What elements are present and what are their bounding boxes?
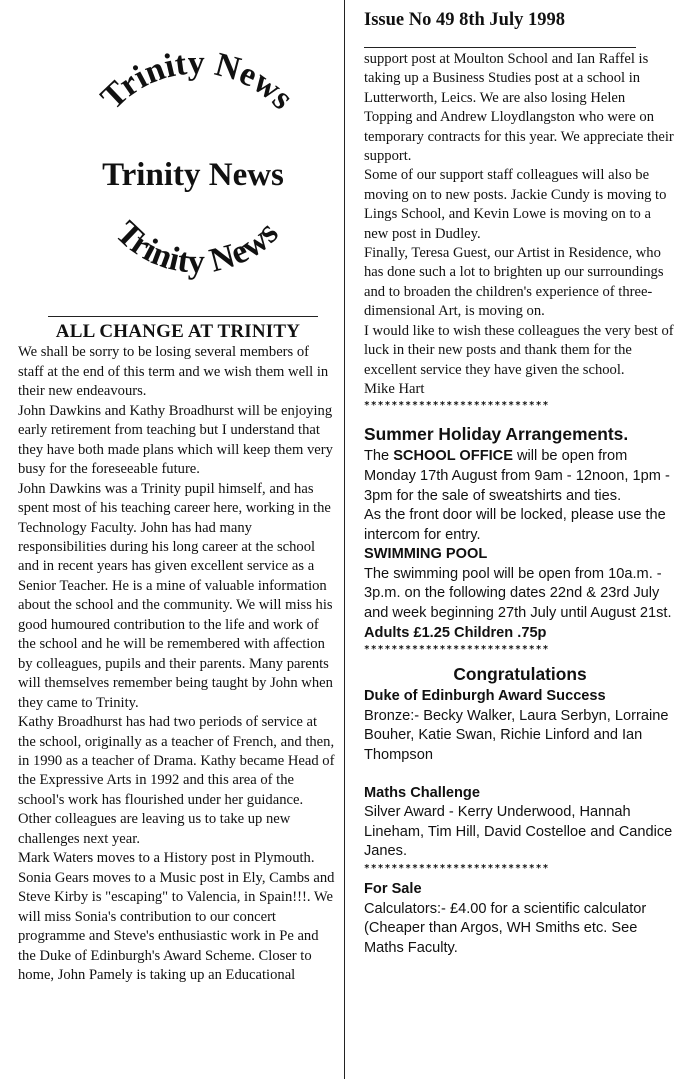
maths-text: Silver Award - Kerry Underwood, Hannah Lineham, Tim Hill, David Costelloe and Candice Janes. xyxy=(364,804,673,860)
star-divider: *************************** xyxy=(364,400,550,412)
article-paragraph: Some of our support staff colleagues will also be moving on to new posts. Jackie Cundy is moving to Lings School, and Kevin Lowe is moving on to a new post in Dudley. xyxy=(364,167,667,242)
sale-section xyxy=(364,880,676,958)
pool-text: The swimming pool will be open from 10a.m. - 3p.m. on the following dates 22nd & 23rd July and week beginning 27th July until August 21st. xyxy=(364,565,672,622)
article-paragraph: Kathy Broadhurst has had two periods of service at the school, originally as a teacher of French, and then, in 1990 as a teacher of Drama. Kathy became Head of the Expressive Arts in 1992 and this area of the school's work has flourished under her guidance. xyxy=(18,714,335,808)
issue-rule xyxy=(364,47,636,48)
star-divider: *************************** xyxy=(364,863,550,874)
pool-prices: Adults £1.25 Children .75p xyxy=(364,624,547,641)
doe-text: Bronze:- Becky Walker, Laura Serbyn, Lorraine Bouher, Katie Swan, Richie Linford and Ian Thompson xyxy=(364,707,669,764)
door-text: As the front door will be locked, please use the intercom for entry. xyxy=(364,507,666,543)
pool-title: SWIMMING POOL xyxy=(364,546,488,563)
maths-title: Maths Challenge xyxy=(364,784,480,801)
office-details: will be open from Monday 17th August from 9am - 12noon, 1pm - 3pm for the sale of sweatshirts and ties. xyxy=(364,448,670,504)
signature: Mike Hart xyxy=(364,380,425,397)
office-label: SCHOOL OFFICE xyxy=(393,448,513,465)
column-divider xyxy=(344,0,345,1079)
summer-section xyxy=(364,421,676,643)
article-paragraph: Mark Waters moves to a History post in Plymouth. Sonia Gears moves to a Music post in Ely, Cambs and Steve Kirby is "escaping" to Valencia, in Spain!!!. We will miss Sonia's contribution to our concert programme and Steve's enthusiastic work in Pe and the Duke of Edinburgh's Award Scheme. Closer to home, John Pamely is taking up an Educational xyxy=(18,850,335,983)
masthead-arc-bottom: Trinity News xyxy=(108,214,286,281)
masthead-arc-top: Trinity News xyxy=(93,44,301,117)
masthead-title: Trinity News xyxy=(102,157,284,193)
office-text xyxy=(364,447,676,506)
article-paragraph: Other colleagues are leaving us to take up new challenges next year. xyxy=(18,811,291,847)
right-column xyxy=(364,0,676,1079)
masthead-logo xyxy=(48,28,338,318)
article-paragraph: support post at Moulton School and Ian Raffel is taking up a Business Studies post at a school in Lutterworth, Leics. We are also losing Helen Topping and Andrew Lloydlangston who were on temporary contracts for this year. We appreciate their support. xyxy=(364,51,674,165)
congrats-title: Congratulations xyxy=(453,664,587,685)
right-body xyxy=(364,50,676,958)
summer-title: Summer Holiday Arrangements. xyxy=(364,424,629,445)
masthead-rule xyxy=(48,316,318,317)
star-divider: *************************** xyxy=(364,644,550,656)
sale-text: Calculators:- £4.00 for a scientific calculator (Cheaper than Argos, WH Smiths etc. See Maths Faculty. xyxy=(364,900,647,956)
masthead-svg xyxy=(48,28,338,318)
doe-title: Duke of Edinburgh Award Success xyxy=(364,688,606,705)
left-column xyxy=(18,0,338,1079)
office-pre: The xyxy=(364,448,394,465)
article-paragraph: John Dawkins was a Trinity pupil himself, and has spent most of his teaching career here, working in the Technology Faculty. John has had many responsibilities during his long career at the school and in recent years has given excellent service as a Senior Teacher. He is a mine of valuable information about the school and the community. We will miss his good humoured contribution to the life and work of the school and he will be remembered with affection by colleagues, pupils and their parents. Many parents will themselves remember being taught by John when they came to Trinity. xyxy=(18,480,333,711)
article-paragraph: Finally, Teresa Guest, our Artist in Residence, who has done such a lot to brighten up our surroundings and to broaden the children's experience of three-dimensional Art, is moving on. xyxy=(364,245,664,320)
article-paragraph: John Dawkins and Kathy Broadhurst will be enjoying early retirement from teaching but I understand that they have both made plans which will keep them very busy for the foreseeable future. xyxy=(18,402,333,478)
issue-line: Issue No 49 8th July 1998 xyxy=(364,10,565,30)
article-paragraph: We shall be sorry to be losing several members of staff at the end of this term and we wish them well in their new endeavours. xyxy=(18,344,329,400)
article-paragraph: I would like to wish these colleagues the very best of luck in their new posts and thank them for the excellent service they have given the school. xyxy=(364,322,674,378)
congrats-section xyxy=(364,661,676,862)
article-all-change xyxy=(18,322,338,985)
sale-title: For Sale xyxy=(364,881,422,897)
article-headline: ALL CHANGE AT TRINITY xyxy=(55,321,301,342)
